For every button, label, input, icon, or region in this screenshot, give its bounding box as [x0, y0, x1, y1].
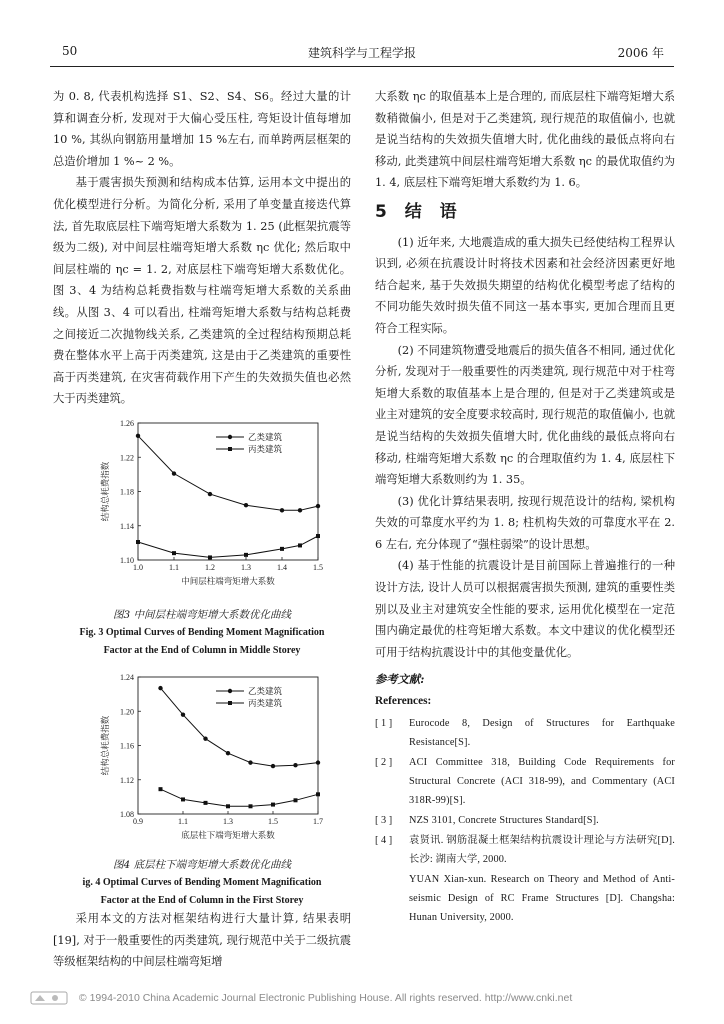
- x-axis-label: 底层柱下端弯矩增大系数: [181, 831, 275, 841]
- figure-3-caption: [53, 606, 351, 660]
- conclusion-2: (2) 不同建筑物遭受地震后的损失值各不相同, 通过优化分析, 发现对于一般重要性的丙类建筑, 现行规范中对于柱弯矩增大系数的取值基本上是合理的, 但是对于乙类建筑或是业主对建筑的安全度要求较高时, 现行规范的取值偏小, 也就是说当结构的失效损失值增大时, 优化曲线的最低点将向右移动, 柱端弯矩增大系数 ηc 的合理取值约为 1. 4, 底层柱下端弯矩增大系数则约为 1. 35。: [375, 343, 675, 487]
- data-point: [280, 508, 284, 512]
- data-point: [203, 736, 207, 740]
- series-line: [138, 436, 318, 511]
- conclusion-4: (4) 基于性能的抗震设计是目前国际上普遍推行的一种设计方法, 设计人员可以根据震害损失预测, 建筑的重要性类别以及业主对建筑安全性能的要求, 运用优化模型在一定范围内确定最优的柱弯矩增大系数。本文中建议的优化模型还可用于结构抗震设计中的其他变量优化。: [375, 559, 675, 659]
- data-point: [172, 551, 176, 555]
- data-point: [159, 787, 163, 791]
- references-heading-en: References:: [375, 695, 432, 708]
- reference-number: [ 3 ]: [375, 814, 393, 826]
- y-axis-label: 结构总耗费指数: [101, 715, 111, 776]
- y-tick-label: 1.08: [120, 810, 134, 819]
- y-tick-label: 1.22: [120, 453, 134, 463]
- figure-3-caption-en-1: Fig. 3 Optimal Curves of Bending Moment Magnification: [79, 627, 325, 638]
- legend-marker: [228, 435, 232, 439]
- data-point: [226, 804, 230, 808]
- y-tick-label: 1.12: [120, 775, 134, 785]
- page-number: 50: [62, 44, 78, 58]
- x-tick-label: 0.9: [133, 817, 143, 826]
- legend-label: 乙类建筑: [248, 687, 283, 697]
- y-tick-label: 1.16: [120, 741, 134, 751]
- data-point: [316, 534, 320, 538]
- data-point: [136, 434, 140, 438]
- data-point: [316, 760, 320, 764]
- figure-4-chart: [98, 669, 328, 847]
- data-point: [181, 797, 185, 801]
- data-point: [172, 471, 176, 475]
- x-tick-label: 1.1: [178, 817, 188, 826]
- right-column: [375, 86, 675, 927]
- data-point: [244, 553, 248, 557]
- reference-number: [375, 870, 409, 927]
- figure-4-caption-en-1: ig. 4 Optimal Curves of Bending Moment Magnification: [82, 877, 322, 888]
- reference-item: [375, 811, 675, 830]
- conclusion-1: (1) 近年来, 大地震造成的重大损失已经使结构工程界认识到, 必须在抗震设计时将技术因素和社会经济因素更好地结合起来, 基于失效损失期望的结构优化模型考虑了结构的不同功能失效时损失值不同这一基本事实, 更加合理而且更符合工程实际。: [375, 235, 675, 335]
- reference-item: [375, 714, 675, 752]
- data-point: [226, 751, 230, 755]
- left-paragraph-2: 基于震害损失预测和结构成本估算, 运用本文中提出的优化模型进行分析。为简化分析, 采用了单变量直接迭代算法, 首先取底层柱下端弯矩增大系数为 1. 25 (此框架抗震等级为二级), 对中间层柱端弯矩增大系数 ηc 优化; 然后取中间层柱端的 ηc = 1. 2, 对底层柱下端弯矩增大系数优化。图 3、4 为结构总耗费指数与柱端弯矩增大系数的关系曲线。从图 3、4 可以看出, 柱端弯矩增大系数与结构总耗费之间接近二次抛物线关系, 乙类建筑的全过程结构预期总耗费在整体水平上高于丙类建筑, 这是由于乙类建筑的重要性高于丙类建筑, 在灾害荷载作用下产生的失效损失值也必然大于丙类建筑。: [53, 176, 351, 406]
- page-footer: [30, 990, 710, 1006]
- x-tick-label: 1.4: [277, 563, 287, 572]
- y-tick-label: 1.20: [120, 707, 134, 717]
- left-column: [53, 86, 351, 410]
- x-tick-label: 1.2: [205, 563, 215, 572]
- left-column-bottom: [53, 908, 351, 973]
- journal-year: 2006 年: [617, 46, 664, 60]
- right-paragraph-1: 大系数 ηc 的取值基本上是合理的, 而底层柱下端弯矩增大系数稍微偏小, 但是对于乙类建筑, 现行规范的取值偏小, 也就是说当结构的失效损失值增大时, 优化曲线的最低点将向右移动, 此类建筑中间层柱端弯矩增大系数 ηc 的最优取值约为 1. 4, 底层柱下端弯矩增大系数约为 1. 6。: [375, 90, 675, 190]
- copyright-text: © 1994-2010 China Academic Journal Electronic Publishing House. All rights reserved. http://www.cnki.net: [78, 991, 573, 1004]
- figure-3-caption-zh: 图3 中间层柱端弯矩增大系数优化曲线: [112, 609, 292, 621]
- y-tick-label: 1.14: [120, 521, 134, 531]
- reference-number: [ 1 ]: [375, 717, 393, 729]
- legend-marker: [228, 447, 232, 451]
- reference-number: [ 4 ]: [375, 834, 393, 846]
- data-point: [316, 504, 320, 508]
- y-tick-label: 1.18: [120, 487, 134, 497]
- x-axis-label: 中间层柱端弯矩增大系数: [181, 577, 275, 587]
- data-point: [136, 540, 140, 544]
- left-paragraph-1: 为 0. 8, 代表机构选择 S1、S2、S4、S6。经过大量的计算和调查分析, 发现对于大偏心受压柱, 弯矩设计值每增加 10 %, 其纵向钢筋用量增加 15 %左右, 而单跨两层框架的总造价增加 1 %~ 2 %。: [53, 90, 351, 168]
- x-tick-label: 1.1: [169, 563, 179, 572]
- figure-4-caption-zh: 图4 底层柱下端弯矩增大系数优化曲线: [112, 859, 292, 871]
- legend-marker: [228, 689, 232, 693]
- reference-text: YUAN Xian-xun. Research on Theory and Method of Anti-seismic Design of RC Frame Structures [D]. Changsha: Hunan University, 2000.: [409, 873, 675, 923]
- y-tick-label: 1.10: [120, 556, 134, 565]
- reference-item: [375, 753, 675, 810]
- x-tick-label: 1.7: [313, 817, 323, 826]
- reference-item: [375, 870, 675, 927]
- section-title: 5 结 语: [375, 201, 463, 222]
- x-tick-label: 1.3: [223, 817, 233, 826]
- data-point: [181, 712, 185, 716]
- data-point: [316, 792, 320, 796]
- plot-frame: [138, 423, 318, 560]
- figure-4-caption-en-2: Factor at the End of Column in the First Storey: [100, 895, 304, 906]
- reference-item: [375, 831, 675, 869]
- data-point: [280, 547, 284, 551]
- reference-text: NZS 3101, Concrete Structures Standard[S].: [409, 814, 599, 826]
- data-point: [208, 555, 212, 559]
- data-point: [248, 760, 252, 764]
- y-axis-label: 结构总耗费指数: [101, 461, 111, 522]
- data-point: [208, 492, 212, 496]
- data-point: [294, 798, 298, 802]
- data-point: [271, 803, 275, 807]
- figure-4-caption: [53, 856, 351, 910]
- reference-number: [ 2 ]: [375, 756, 393, 768]
- data-point: [293, 763, 297, 767]
- references-heading-zh: 参考文献:: [375, 672, 425, 687]
- conclusion-3: (3) 优化计算结果表明, 按现行规范设计的结构, 梁机构失效的可靠度水平约为 1. 8; 柱机构失效的可靠度水平在 2. 6 左右, 充分体现了“强柱弱梁”的设计思想。: [375, 494, 675, 551]
- legend-label: 乙类建筑: [248, 433, 283, 443]
- data-point: [271, 764, 275, 768]
- left-paragraph-3: 采用本文的方法对框架结构进行大量计算, 结果表明[19], 对于一般重要性的丙类建筑, 现行规范中关于二级抗震等级框架结构的中间层柱端弯矩增: [53, 912, 351, 969]
- x-tick-label: 1.5: [268, 817, 278, 826]
- journal-title: 建筑科学与工程学报: [307, 46, 416, 60]
- data-point: [158, 686, 162, 690]
- y-tick-label: 1.26: [120, 419, 134, 428]
- plot-frame: [138, 677, 318, 814]
- page-header: [54, 44, 670, 62]
- data-point: [204, 801, 208, 805]
- series-line: [138, 536, 318, 557]
- x-tick-label: 1.0: [133, 563, 143, 572]
- header-rule: [50, 66, 674, 67]
- data-point: [298, 508, 302, 512]
- figure-3-chart: [98, 415, 328, 593]
- legend-label: 丙类建筑: [248, 699, 283, 709]
- legend-label: 丙类建筑: [248, 445, 283, 455]
- x-tick-label: 1.5: [313, 563, 323, 572]
- reference-text: Eurocode 8, Design of Structures for Earthquake Resistance[S].: [409, 717, 675, 748]
- data-point: [249, 804, 253, 808]
- data-point: [244, 503, 248, 507]
- publisher-logo-icon: [30, 990, 68, 1006]
- reference-text: ACI Committee 318, Building Code Requirements for Structural Concrete (ACI 318-99), and Commentary (ACI 318R-99)[S].: [409, 756, 675, 806]
- figure-3-caption-en-2: Factor at the End of Column in Middle Storey: [103, 645, 301, 656]
- data-point: [298, 543, 302, 547]
- y-tick-label: 1.24: [120, 673, 134, 682]
- legend-marker: [228, 701, 232, 705]
- series-line: [161, 688, 319, 766]
- x-tick-label: 1.3: [241, 563, 251, 572]
- reference-text: 袁贤讯. 钢筋混凝土框架结构抗震设计理论与方法研究[D]. 长沙: 湖南大学, 2000.: [409, 834, 675, 865]
